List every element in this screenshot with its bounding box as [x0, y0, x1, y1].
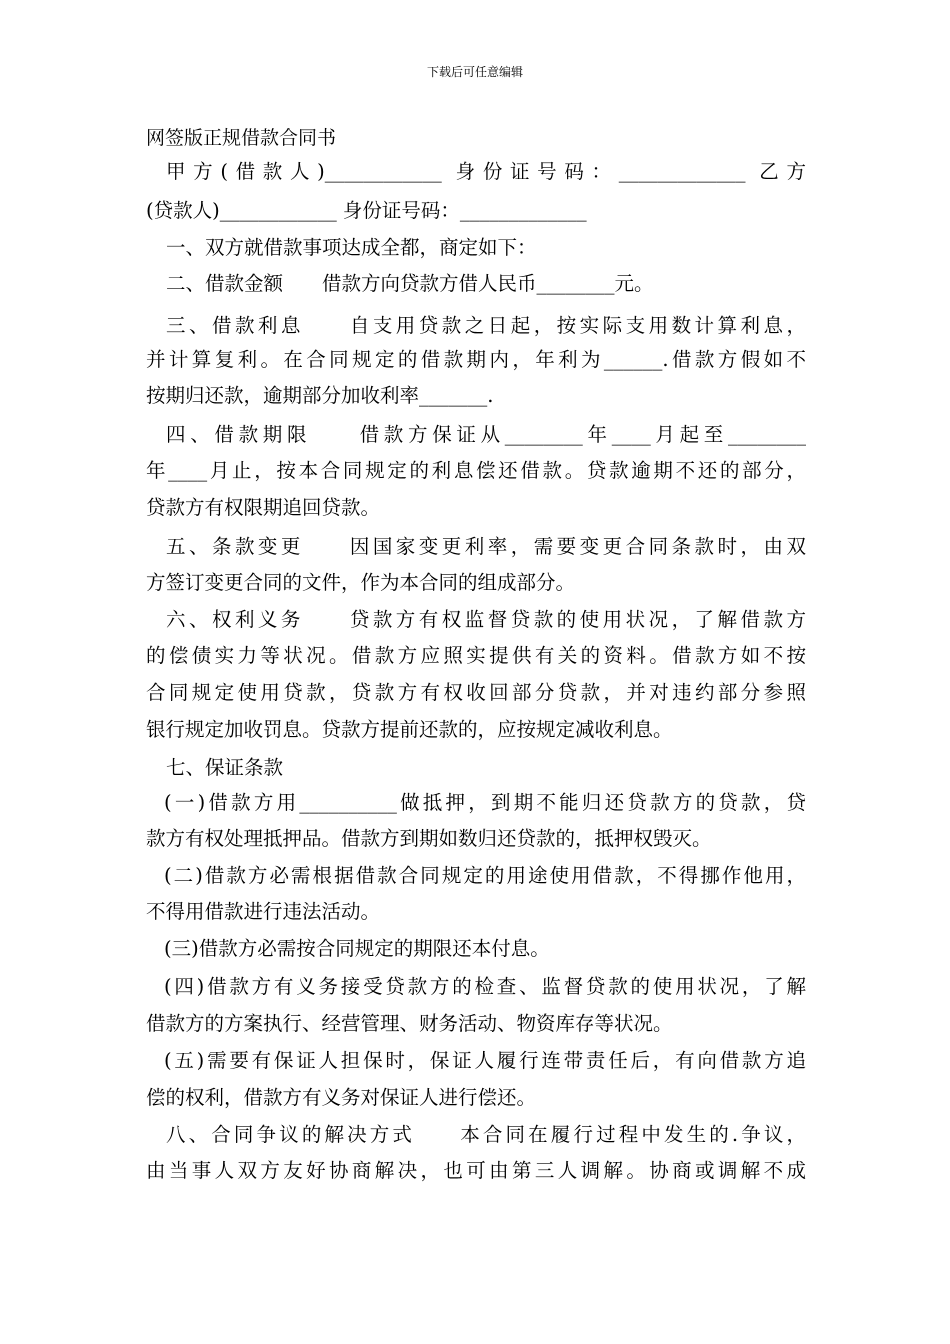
paragraph-line: 方签订变更合同的文件，作为本合同的组成部分。 — [146, 571, 576, 594]
paragraph-line: 六、权利义务 贷款方有权监督贷款的使用状况，了解借款方 — [166, 608, 806, 631]
paragraph-line: 年____月止，按本合同规定的利息偿还借款。贷款逾期不还的部分， — [146, 459, 806, 482]
contract-title: 网签版正规借款合同书 — [146, 127, 337, 149]
paragraph-line: 银行规定加收罚息。贷款方提前还款的，应按规定减收利息。 — [146, 718, 673, 741]
paragraph-line: 并计算复利。在合同规定的借款期内，年利为______.借款方假如不 — [146, 348, 806, 371]
page-header: 下载后可任意编辑 — [426, 65, 523, 79]
paragraph-line: 八、合同争议的解决方式 本合同在履行过程中发生的.争议， — [166, 1123, 806, 1146]
paragraph-line: 二、借款金额 借款方向贷款方借人民币________元。 — [166, 272, 654, 295]
paragraph-line: (一)借款方用__________做抵押，到期不能归还贷款方的贷款，贷 — [164, 791, 806, 814]
paragraph-line: 五、条款变更 因国家变更利率，需要变更合同条款时，由双 — [166, 535, 806, 558]
paragraph-line: 偿的权利，借款方有义务对保证人进行偿还。 — [146, 1086, 537, 1109]
party-b-line: (贷款人)____________ 身份证号码：_____________ — [146, 199, 587, 222]
party-a-line: 甲方(借款人)____________ 身份证号码：_____________ 乙方 — [166, 160, 806, 183]
paragraph-line: 合同规定使用贷款，贷款方有权收回部分贷款，并对违约部分参照 — [146, 681, 806, 704]
paragraph-line: 由当事人双方友好协商解决，也可由第三人调解。协商或调解不成 — [146, 1159, 806, 1182]
paragraph-line: 不得用借款进行违法活动。 — [146, 900, 381, 923]
paragraph-line: 的偿债实力等状况。借款方应照实提供有关的资料。借款方如不按 — [146, 644, 806, 667]
paragraph-line: (四)借款方有义务接受贷款方的检查、监督贷款的使用状况，了解 — [164, 975, 806, 998]
paragraph-line: 四、借款期限 借款方保证从________年____月起至________ — [166, 423, 806, 446]
paragraph-line: 款方有权处理抵押品。借款方到期如数归还贷款的，抵押权毁灭。 — [146, 827, 712, 850]
section-heading: 七、保证条款 — [166, 756, 284, 779]
paragraph-line: 借款方的方案执行、经营管理、财务活动、物资库存等状况。 — [146, 1012, 673, 1035]
paragraph-line: (二)借款方必需根据借款合同规定的用途使用借款，不得挪作他用， — [164, 864, 806, 887]
paragraph-line: 贷款方有权限期追回贷款。 — [146, 496, 381, 519]
paragraph-line: 三、借款利息 自支用贷款之日起，按实际支用数计算利息， — [166, 314, 806, 337]
paragraph-line: (三)借款方必需按合同规定的期限还本付息。 — [164, 937, 550, 960]
paragraph-line: 按期归还款，逾期部分加收利率_______. — [146, 384, 494, 407]
paragraph-line: 一、双方就借款事项达成全都，商定如下： — [166, 236, 537, 259]
paragraph-line: (五)需要有保证人担保时，保证人履行连带责任后，有向借款方追 — [164, 1049, 806, 1072]
